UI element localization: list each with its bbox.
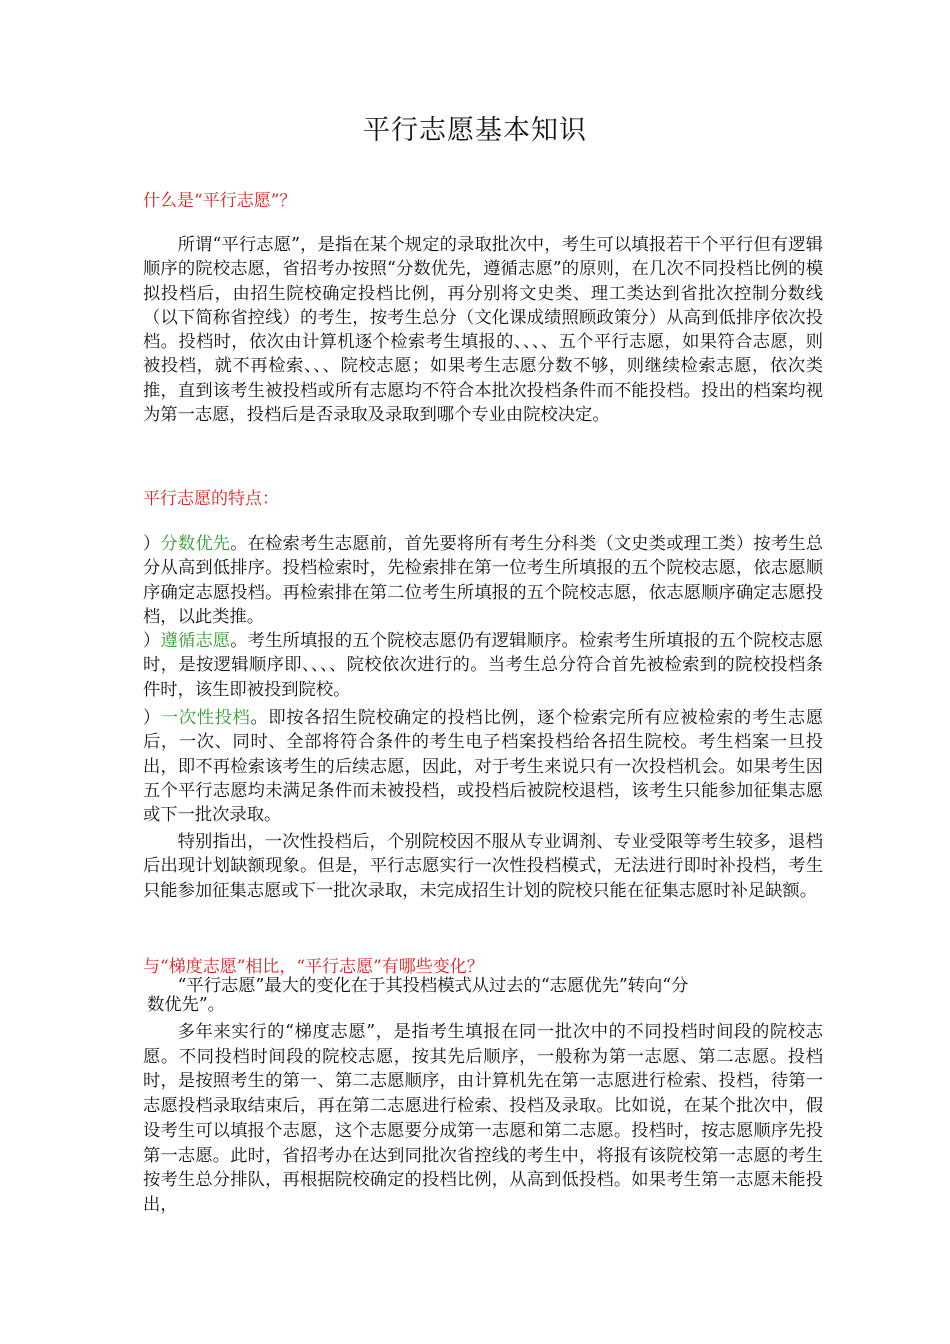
feature-keyword: 一次性投档 — [160, 708, 251, 728]
feature-marker: ） — [143, 534, 161, 554]
feature-item-score-first — [143, 532, 823, 629]
feature-keyword: 分数优先 — [160, 534, 231, 554]
comparison-paragraph-2: 多年来实行的“梯度志愿”，是指考生填报在同一批次中的不同投档时间段的院校志愿。不同投档时间段的院校志愿，按其先后顺序，一般称为第一志愿、第二志愿。投档时，是按照考生的第一、第二志愿顺序，由计算机先在第一志愿进行检索、投档，待第一志愿投档录取结束后，再在第二志愿进行检索、投档及录取。比如说，在某个批次中，假设考生可以填报个志愿，这个志愿要分成第一志愿和第二志愿。投档时，按志愿顺序先投第一志愿。此时，省招考办在达到同批次省控线的考生中，将报有该院校第一志愿的考生按考生总分排队，再根据院校确定的投档比例，从高到低投档。如果考生第一志愿未能投出， — [143, 1022, 823, 1215]
feature-marker: ） — [143, 708, 161, 728]
feature-keyword: 遵循志愿 — [160, 631, 231, 651]
feature-text: 。即按各招生院校确定的投档比例，逐个检索完所有应被检索的考生志愿后，一次、同时、全部将符合条件的考生电子档案投档给各招生院校。考生档案一旦投出，即不再检索该考生的后续志愿，因此，对于考生来说只有一次投档机会。如果考生因五个平行志愿均未满足条件而未被投档，或投档后被院校退档，该考生只能参加征集志愿或下一批次录取。 — [143, 708, 823, 826]
document-title: 平行志愿基本知识 — [363, 115, 587, 146]
section-heading-features: 平行志愿的特点： — [143, 489, 279, 509]
special-note-paragraph: 特别指出，一次性投档后，个别院校因不服从专业调剂、专业受限等考生较多，退档后出现计划缺额现象。但是，平行志愿实行一次性投档模式，无法进行即时补投档，考生只能参加征集志愿或下一批次录取，未完成招生计划的院校只能在征集志愿时补足缺额。 — [143, 832, 823, 901]
feature-item-one-time-submission — [143, 706, 823, 827]
feature-marker: ） — [143, 631, 161, 651]
comparison-line-2: 数优先”。 — [147, 995, 225, 1015]
section-heading-what-is: 什么是“平行志愿”？ — [143, 191, 297, 211]
comparison-paragraph-1 — [143, 977, 823, 1015]
comparison-line-1: “平行志愿”最大的变化在于其投档模式从过去的“志愿优先”转向“分 — [177, 976, 689, 996]
feature-item-follow-choice — [143, 629, 823, 702]
feature-text: 。在检索考生志愿前，首先要将所有考生分科类（文史类或理工类）按考生总分从高到低排序。投档检索时，先检索排在第一位考生所填报的五个院校志愿，依志愿顺序确定志愿投档。再检索排在第二位考生所填报的五个院校志愿，依志愿顺序确定志愿投档，以此类推。 — [143, 534, 823, 627]
feature-text: 。考生所填报的五个院校志愿仍有逻辑顺序。检索考生所填报的五个院校志愿时，是按逻辑顺序即、、、、院校依次进行的。当考生总分符合首先被检索到的院校投档条件时，该生即被投到院校。 — [143, 631, 823, 700]
section-heading-comparison: 与“梯度志愿”相比，“平行志愿”有哪些变化？ — [143, 957, 484, 977]
intro-paragraph: 所谓“平行志愿”，是指在某个规定的录取批次中，考生可以填报若干个平行但有逻辑顺序的院校志愿，省招考办按照“分数优先，遵循志愿”的原则，在几次不同投档比例的模拟投档后，由招生院校确定投档比例，再分别将文史类、理工类达到省批次控制分数线（以下简称省控线）的考生，按考生总分（文化课成绩照顾政策分）从高到低排序依次投档。投档时，依次由计算机逐个检索考生填报的、、、、五个平行志愿，如果符合志愿，则被投档，就不再检索、、、院校志愿；如果考生志愿分数不够，则继续检索志愿，依次类推，直到该考生被投档或所有志愿均不符合本批次投档条件而不能投档。投出的档案均视为第一志愿，投档后是否录取及录取到哪个专业由院校决定。 — [143, 235, 823, 426]
